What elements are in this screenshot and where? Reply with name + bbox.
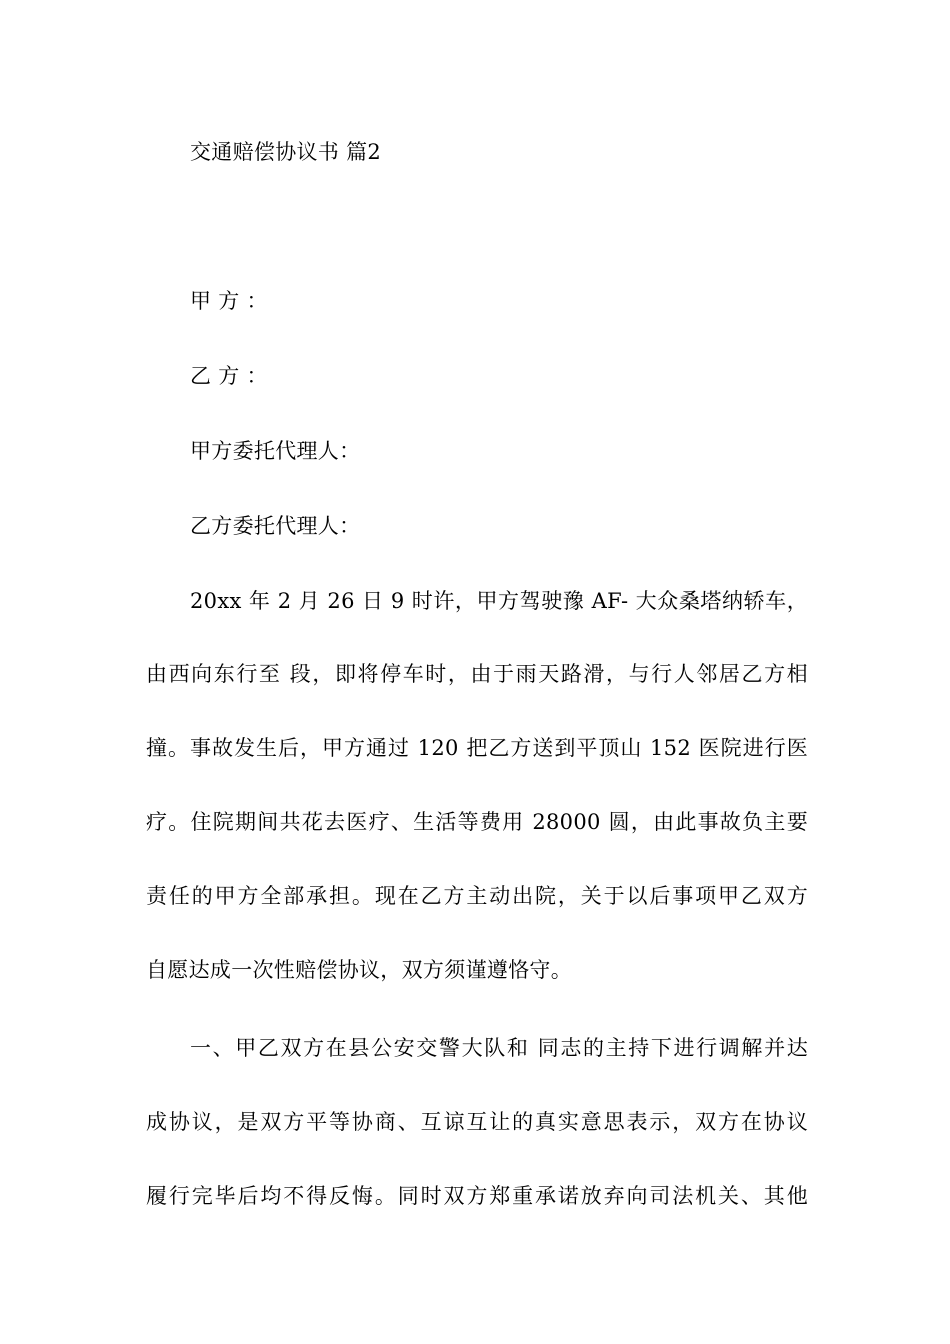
paragraph-line: 成协议，是双方平等协商、互谅互让的真实意思表示，双方在协议 [146,1110,808,1134]
document-title: 交通赔偿协议书 篇2 [190,140,382,164]
party-b-agent-label: 乙方委托代理人： [190,514,361,538]
paragraph-line: 自愿达成一次性赔偿协议，双方须谨遵恪守。 [146,958,572,982]
party-a-agent-label: 甲方委托代理人： [190,439,361,463]
paragraph-line: 由西向东行至 段，即将停车时，由于雨天路滑，与行人邻居乙方相 [146,662,808,686]
party-a-label: 甲 方 ： [190,289,268,313]
paragraph-line: 责任的甲方全部承担。现在乙方主动出院，关于以后事项甲乙双方 [146,884,808,908]
paragraph-line: 疗。住院期间共花去医疗、生活等费用 28000 圆，由此事故负主要 [146,810,808,834]
paragraph-line: 20xx 年 2 月 26 日 9 时许，甲方驾驶豫 AF- 大众桑塔纳轿车， [190,589,808,613]
party-b-label: 乙 方 ： [190,364,268,388]
paragraph-line: 履行完毕后均不得反悔。同时双方郑重承诺放弃向司法机关、其他 [146,1184,808,1208]
paragraph-line: 一、甲乙双方在县公安交警大队和 同志的主持下进行调解并达 [190,1036,808,1060]
paragraph-line: 撞。事故发生后，甲方通过 120 把乙方送到平顶山 152 医院进行医 [146,736,808,760]
